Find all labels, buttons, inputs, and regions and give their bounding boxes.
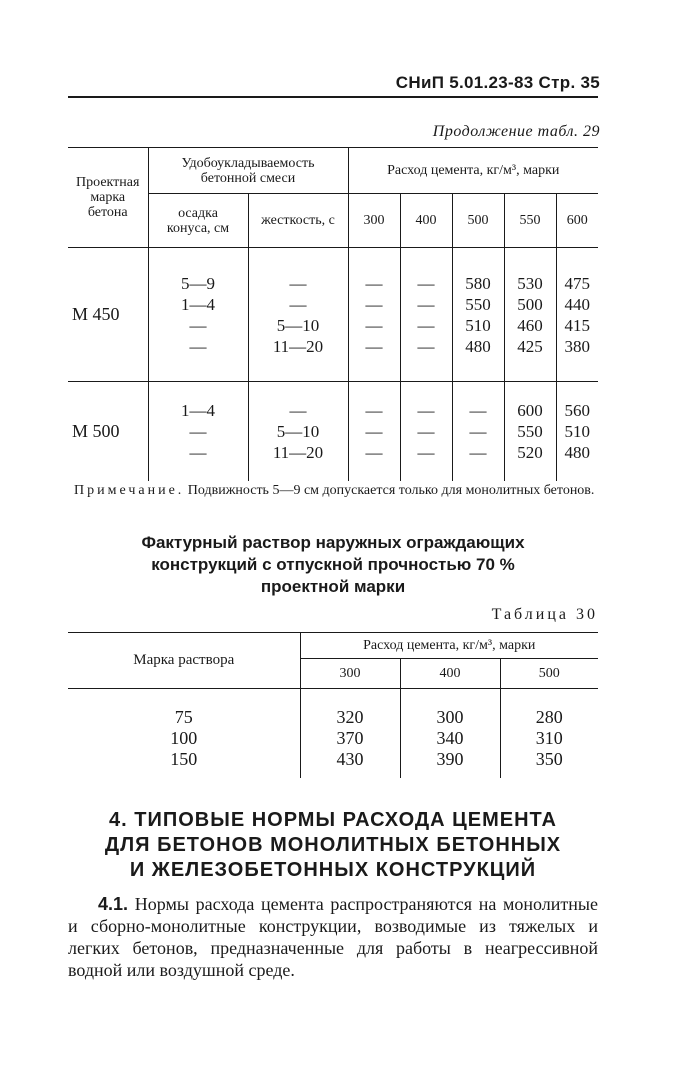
cement-300-cell: — — — —	[348, 248, 400, 382]
table-row-group	[68, 382, 598, 481]
paragraph-4-1	[68, 893, 598, 981]
cement-400-cell: — — — —	[400, 248, 452, 382]
cement-550-cell: 600 550 520	[504, 382, 556, 481]
cement-400-cell: — — —	[400, 382, 452, 481]
cement-300-cell: — — —	[348, 382, 400, 481]
header-cement-600: 600	[556, 194, 598, 248]
header-mortar-grade: Марка раствора	[68, 633, 300, 689]
table-row: 150 430 390 350	[68, 749, 598, 770]
subheading: Фактурный раствор наружных ограждающих конструкций с отпускной прочностью 70 % проектной марки	[141, 533, 525, 596]
header-rule	[68, 96, 598, 98]
table-note	[74, 482, 599, 500]
header-stiffness: жесткость, с	[248, 194, 348, 248]
slump-cell: 5—9 1—4 — —	[148, 248, 248, 382]
note-text: Подвижность 5—9 см допускается только для монолитных бетонов.	[187, 483, 595, 498]
section-heading: 4. ТИПОВЫЕ НОРМЫ РАСХОДА ЦЕМЕНТА ДЛЯ БЕТОНОВ МОНОЛИТНЫХ БЕТОННЫХ И ЖЕЛЕЗОБЕТОННЫХ КОНСТРУКЦИЙ	[104, 809, 562, 881]
slump-cell: 1—4 — —	[148, 382, 248, 481]
table-continuation-label: Продолжение табл. 29	[432, 123, 600, 140]
header-cement-550: 550	[504, 194, 556, 248]
page-header: СНиП 5.01.23-83 Стр. 35	[395, 73, 600, 92]
header-consumption: Расход цемента, кг/м³, марки	[348, 148, 598, 194]
header-cement-500: 500	[500, 659, 598, 689]
header-cement-400: 400	[400, 194, 452, 248]
table-row: 75 320 300 280	[68, 707, 598, 728]
cement-550-cell: 530 500 460 425	[504, 248, 556, 382]
cement-500-cell: — — —	[452, 382, 504, 481]
stiffness-cell: — — 5—10 11—20	[248, 248, 348, 382]
note-label: Примечание.	[74, 483, 185, 498]
header-grade: Проектная марка бетона	[68, 148, 148, 248]
stiffness-cell: — 5—10 11—20	[248, 382, 348, 481]
grade-cell: М 450	[68, 248, 148, 382]
header-slump: осадка конуса, см	[148, 194, 248, 248]
table-row-group	[68, 248, 598, 382]
table-29	[68, 147, 598, 481]
table-30-label: Таблица 30	[491, 606, 598, 623]
grade-cell: М 500	[72, 420, 120, 441]
cement-600-cell: 475 440 415 380	[556, 248, 598, 382]
cement-600-cell: 560 510 480	[556, 382, 598, 481]
header-cement-400: 400	[400, 659, 500, 689]
header-cement-300: 300	[300, 659, 400, 689]
header-cement-500: 500	[452, 194, 504, 248]
header-consumption: Расход цемента, кг/м³, марки	[300, 633, 598, 659]
paragraph-text: Нормы расхода цемента распространяются на монолитные и сборно-монолитные конструкции, возводимые из тяжелых и легких бетонов, предназначенные для работы в неагрессивной водной или воздушной среде.	[68, 894, 599, 980]
paragraph-number: 4.1.	[98, 894, 129, 914]
table-30	[68, 632, 598, 778]
table-row: 100 370 340 310	[68, 728, 598, 749]
header-cement-300: 300	[348, 194, 400, 248]
header-workability: Удобоукладываемость бетонной смеси	[148, 148, 348, 194]
cement-500-cell: 580 550 510 480	[452, 248, 504, 382]
